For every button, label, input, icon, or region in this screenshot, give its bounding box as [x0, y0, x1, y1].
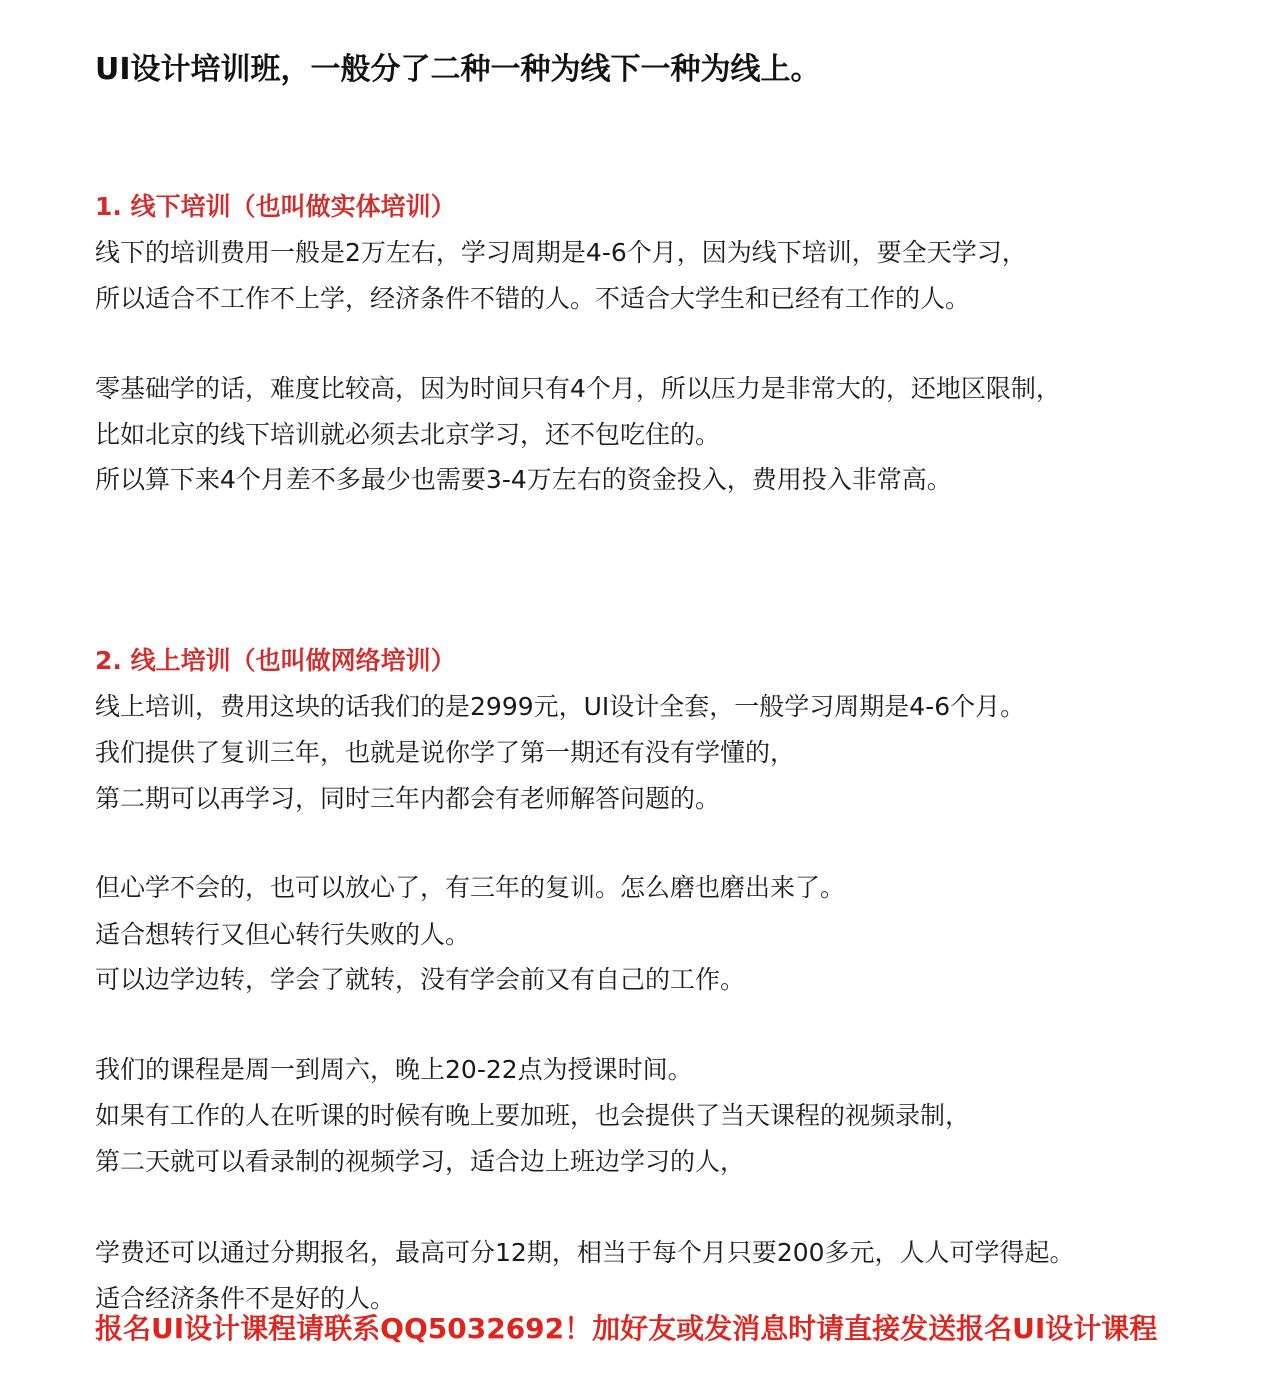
section-2-paragraph-line: 第二天就可以看录制的视频学习，适合边上班边学习的人， — [95, 1147, 746, 1176]
section-2-paragraph-line: 线上培训，费用这块的话我们的是2999元，UI设计全套，一般学习周期是4-6个月。 — [95, 692, 1026, 721]
section-1-heading: 1. 线下培训（也叫做实体培训） — [95, 192, 456, 221]
section-1-paragraph-line: 零基础学的话，难度比较高，因为时间只有4个月，所以压力是非常大的，还地区限制， — [95, 374, 1061, 403]
section-2-paragraph-line: 适合想转行又但心转行失败的人。 — [95, 920, 471, 949]
page-title: UI设计培训班，一般分了二种一种为线下一种为线上。 — [95, 52, 821, 87]
section-1-paragraph-line: 比如北京的线下培训就必须去北京学习，还不包吃住的。 — [95, 420, 721, 449]
section-2-paragraph-line: 但心学不会的，也可以放心了，有三年的复训。怎么磨也磨出来了。 — [95, 873, 846, 902]
section-2-paragraph-line: 如果有工作的人在听课的时候有晚上要加班，也会提供了当天课程的视频录制， — [95, 1101, 971, 1130]
section-2-paragraph-line: 学费还可以通过分期报名，最高可分12期，相当于每个月只要200多元，人人可学得起。 — [95, 1238, 1075, 1267]
section-1-paragraph-line: 所以适合不工作不上学，经济条件不错的人。不适合大学生和已经有工作的人。 — [95, 284, 971, 313]
section-1-paragraph-line: 线下的培训费用一般是2万左右，学习周期是4-6个月，因为线下培训，要全天学习， — [95, 238, 1027, 267]
contact-banner: 报名UI设计课程请联系QQ5032692！加好友或发消息时请直接发送报名UI设计课程 — [95, 1312, 1158, 1345]
section-2-paragraph-line: 第二期可以再学习，同时三年内都会有老师解答问题的。 — [95, 784, 721, 813]
section-2-paragraph-line: 适合经济条件不是好的人。 — [95, 1284, 396, 1313]
section-2-paragraph-line: 我们的课程是周一到周六，晚上20-22点为授课时间。 — [95, 1055, 693, 1084]
section-2-paragraph-line: 我们提供了复训三年，也就是说你学了第一期还有没有学懂的， — [95, 738, 796, 767]
section-2-paragraph-line: 可以边学边转，学会了就转，没有学会前又有自己的工作。 — [95, 965, 746, 994]
section-1-paragraph-line: 所以算下来4个月差不多最少也需要3-4万左右的资金投入，费用投入非常高。 — [95, 465, 952, 494]
section-2-heading: 2. 线上培训（也叫做网络培训） — [95, 646, 456, 675]
